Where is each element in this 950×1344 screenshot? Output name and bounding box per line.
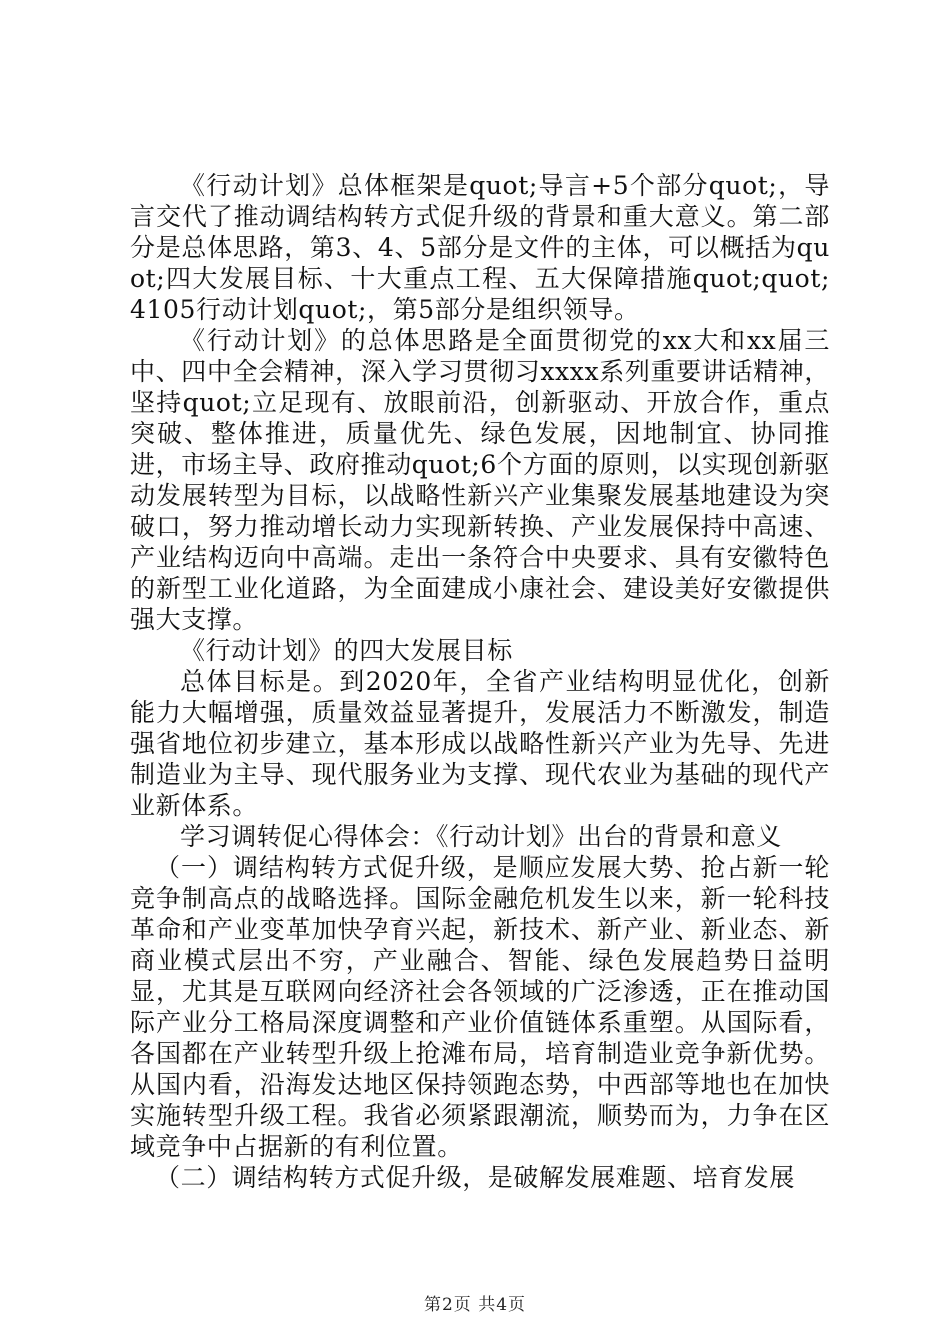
heading-four-goals: 《行动计划》的四大发展目标 bbox=[180, 636, 513, 665]
paragraph-overall-goal: 总体目标是。到2020年，全省产业结构明显优化，创新能力大幅增强，质量效益显著提升，发展活力不断激发，制造强省地位初步建立，基本形成以战略性新兴产业为先导、先进制造业为主导、现代服务业为支撑、现代农业为基础的现代产业新体系。 bbox=[130, 667, 830, 820]
paragraph-framework: 《行动计划》总体框架是quot;导言+5个部分quot;，导言交代了推动调结构转方式促升级的背景和重大意义。第二部分是总体思路，第3、4、5部分是文件的主体，可以概括为quot;四大发展目标、十大重点工程、五大保障措施quot;quot;4105行动计划quot;，第5部分是组织领导。 bbox=[130, 171, 830, 324]
paragraph-section-one: （一）调结构转方式促升级，是顺应发展大势、抢占新一轮竞争制高点的战略选择。国际金融危机发生以来，新一轮科技革命和产业变革加快孕育兴起，新技术、新产业、新业态、新商业模式层出不穷，产业融合、智能、绿色发展趋势日益明显，尤其是互联网向经济社会各领域的广泛渗透，正在推动国际产业分工格局深度调整和产业价值链体系重塑。从国际看，各国都在产业转型升级上抢滩布局，培育制造业竞争新优势。从国内看，沿海发达地区保持领跑态势，中西部等地也在加快实施转型升级工程。我省必须紧跟潮流，顺势而为，力争在区域竞争中占据新的有利位置。 bbox=[130, 853, 830, 1161]
paragraph-overall-approach: 《行动计划》的总体思路是全面贯彻党的xx大和xx届三中、四中全会精神，深入学习贯彻习xxxx系列重要讲话精神，坚持quot;立足现有、放眼前沿，创新驱动、开放合作，重点突破、整体推进，质量优先、绿色发展，因地制宜、协同推进，市场主导、政府推动quot;6个方面的原则，以实现创新驱动发展转型为目标，以战略性新兴产业集聚发展基地建设为突破口，努力推动增长动力实现新转换、产业发展保持中高速、产业结构迈向中高端。走出一条符合中央要求、具有安徽特色的新型工业化道路，为全面建成小康社会、建设美好安徽提供强大支撑。 bbox=[130, 326, 830, 634]
page-number-footer: 第2页 共4页 bbox=[423, 1295, 527, 1315]
heading-background-significance: 学习调转促心得体会：《行动计划》出台的背景和意义 bbox=[180, 822, 782, 851]
document-body bbox=[130, 170, 830, 1193]
paragraph-section-two: （二）调结构转方式促升级，是破解发展难题、培育发展 bbox=[155, 1163, 796, 1192]
